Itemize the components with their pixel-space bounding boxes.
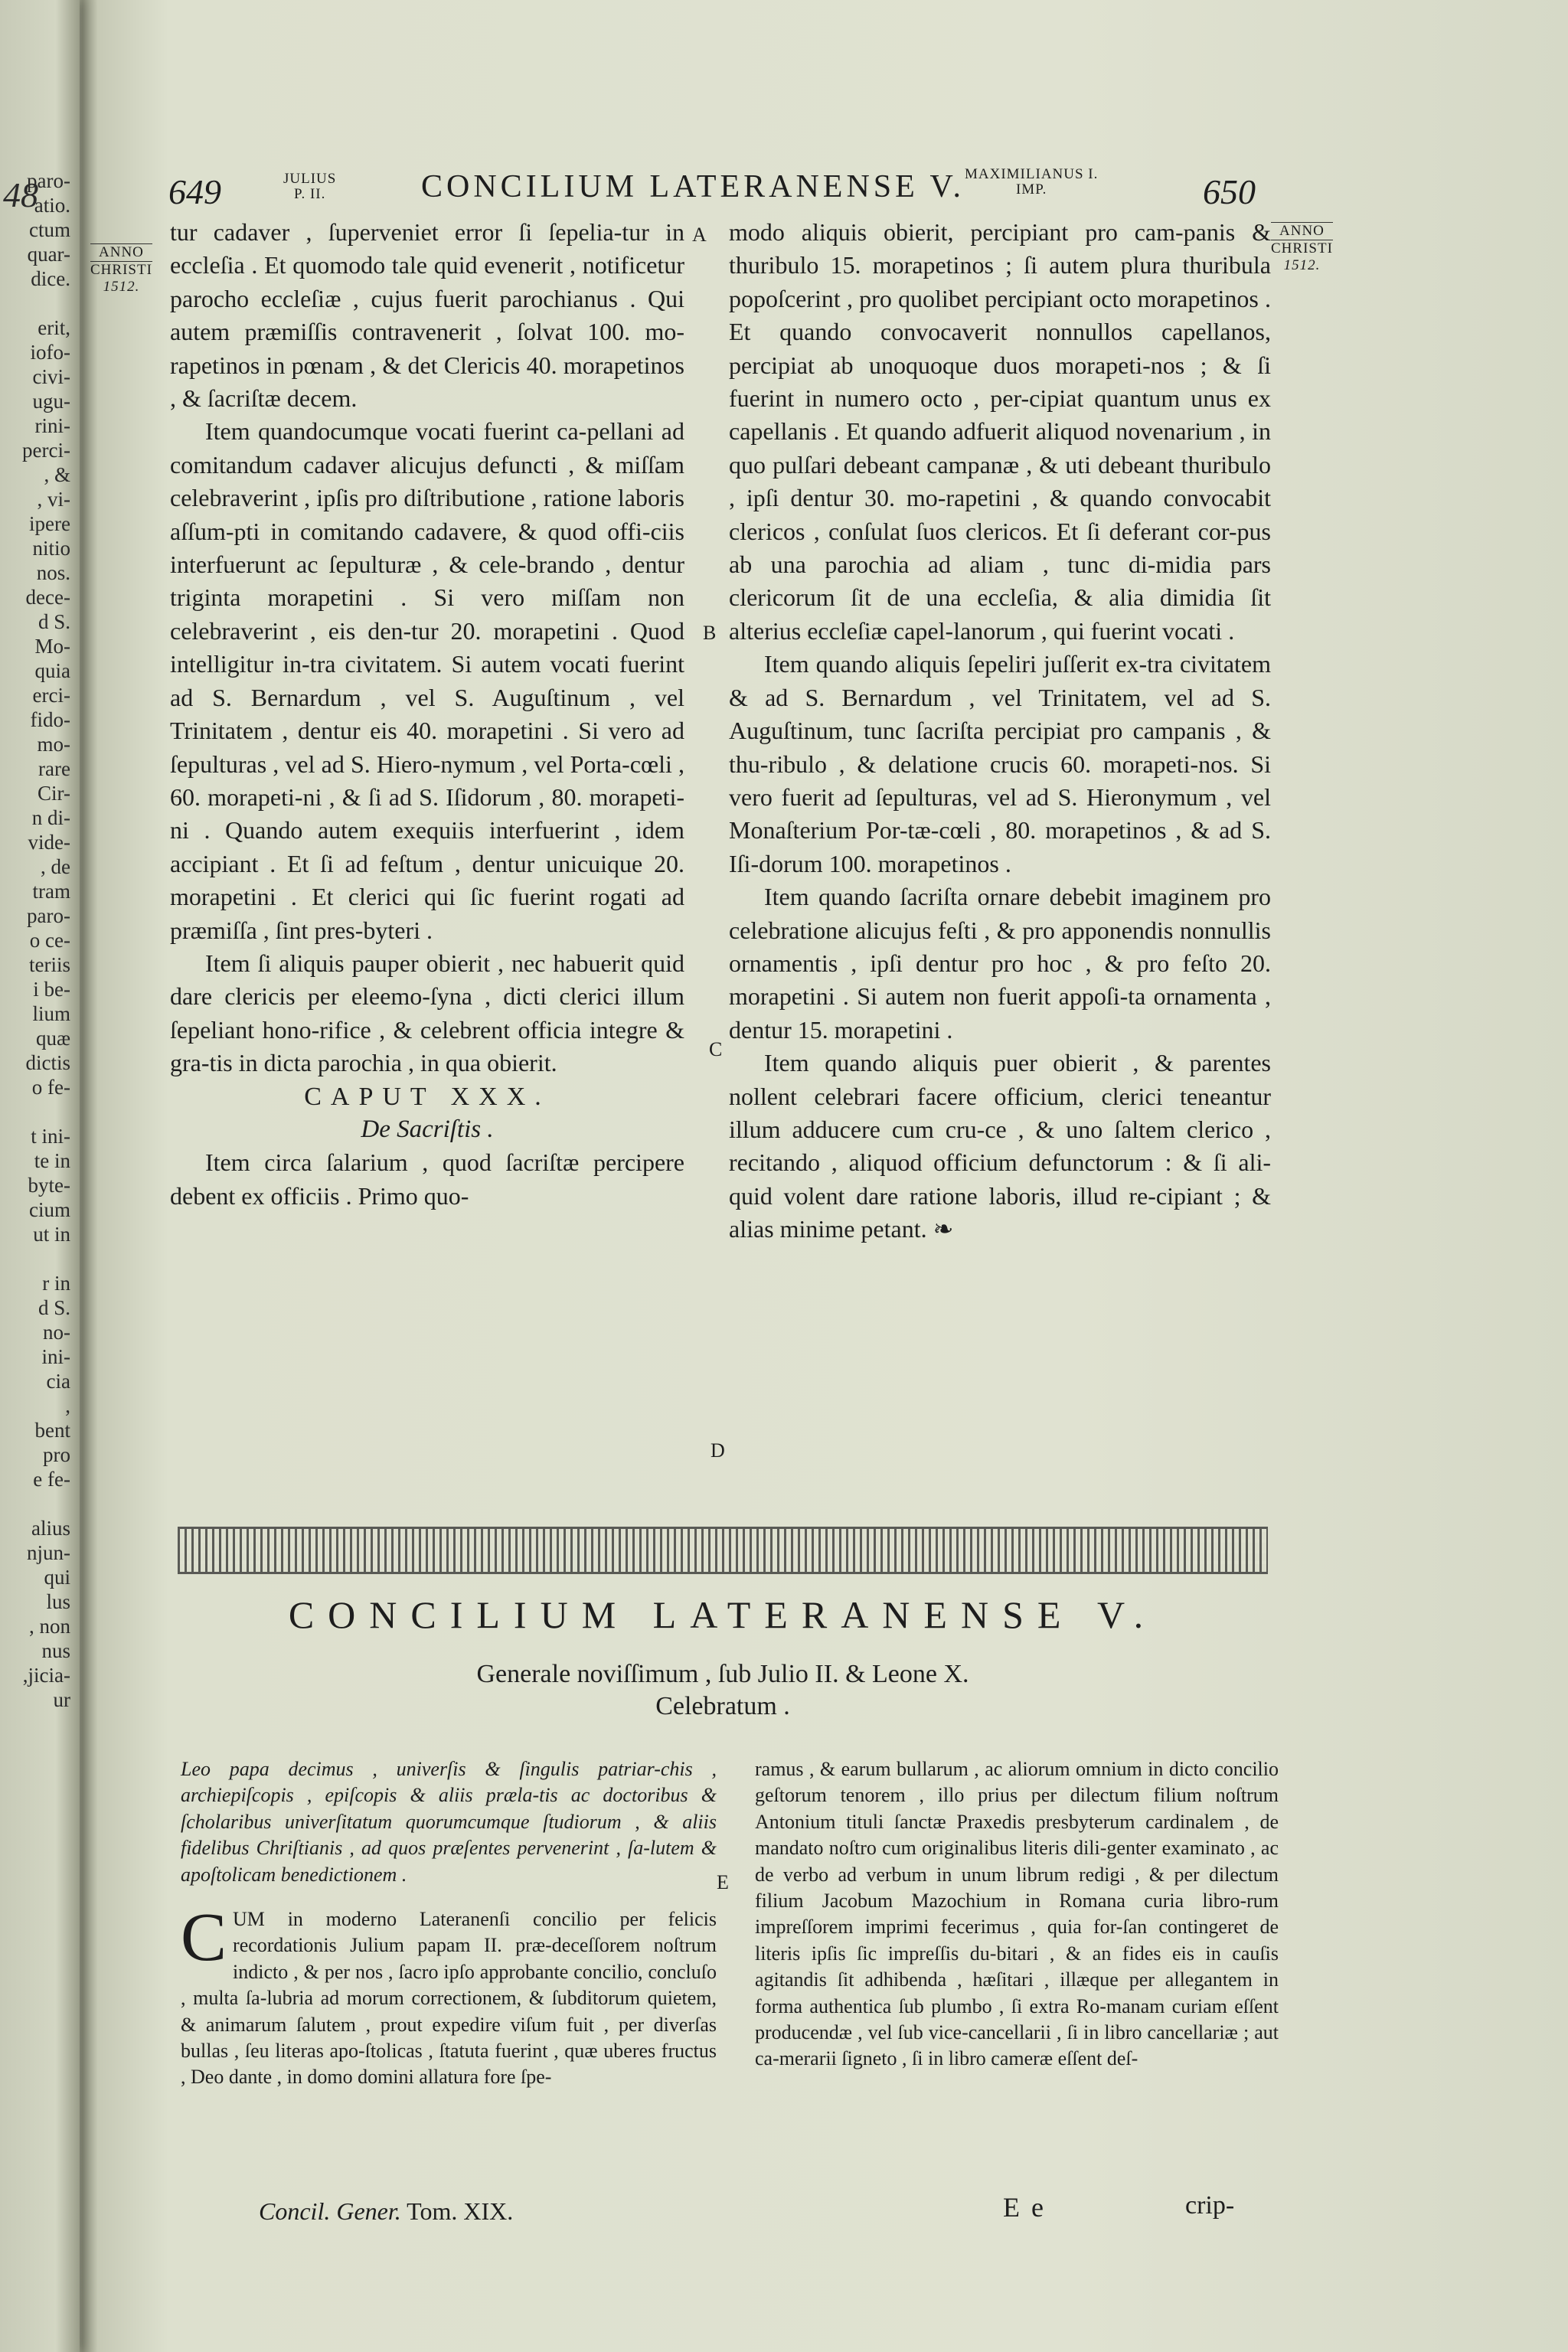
previous-page-line: erit, bbox=[38, 316, 70, 339]
margin-letter-a: A bbox=[692, 224, 707, 246]
previous-page-line: o ce- bbox=[29, 929, 70, 952]
previous-page-line: paro- bbox=[27, 904, 70, 927]
anno-right-line-1: ANNO bbox=[1271, 222, 1333, 240]
bull-left-column bbox=[181, 1756, 717, 2091]
previous-page-line bbox=[5, 1099, 70, 1124]
previous-page-line: n di- bbox=[31, 806, 70, 829]
bull-salutation: Leo papa decimus , univerſis & ſingulis patriar-chis , archiepiſcopis , epiſcopis & aliis præla-tis ac doctoribus & ſcholaribus univerſitatum quorumcumque ſtudiorum , & aliis fidelibus Chriſtianis , ad quos præſentes pervenerint , ſa-lutem & apoſtolicam benedictionem . bbox=[181, 1758, 717, 1886]
left-paragraph-3: Item ſi aliquis pauper obierit , nec habuerit quid dare clericis per eleemo-ſyna , dicti clerici illum ſepeliant hono-rifice , & celebrent officia integre & gra-tis in dicta parochia , in qua obierit. bbox=[170, 949, 684, 1077]
header-right-label bbox=[965, 167, 1098, 198]
previous-page-line: lium bbox=[32, 1002, 70, 1025]
anno-left-line-2: CHRISTI bbox=[90, 262, 152, 278]
margin-letter-c: C bbox=[709, 1038, 723, 1060]
previous-page-line: qui bbox=[44, 1566, 70, 1589]
previous-page-line: ,jicia- bbox=[22, 1664, 70, 1687]
previous-page-line: , non bbox=[29, 1615, 70, 1638]
anno-right-line-3: 1512. bbox=[1283, 257, 1321, 273]
previous-page-margin-text bbox=[5, 168, 70, 1712]
previous-page-line: civi- bbox=[32, 365, 70, 388]
previous-page-line: te in bbox=[34, 1149, 70, 1172]
right-paragraph-2: Item quando aliquis ſepeliri juſſerit ex-tra civitatem & ad S. Bernardum , vel Trinitatem, vel ad S. Auguſtinum, tunc ſacriſta percipiat pro campanis , & thu-ribulo , & delatione crucis 60. morapeti-nos. Si vero fuerit ad ſepulturas, vel ad S. Hieronymum , vel Monaſterium Por-tæ-cœli , 80. morapetinos , & ad S. Iſi-dorum 100. morapetinos . bbox=[729, 650, 1271, 877]
footer-volume bbox=[259, 2197, 513, 2226]
anno-right-line-2: CHRISTI bbox=[1271, 240, 1333, 256]
previous-page-line: alius bbox=[31, 1517, 70, 1540]
previous-page-line: fido- bbox=[30, 708, 70, 731]
previous-page-line: cium bbox=[29, 1198, 70, 1221]
margin-letter-e: E bbox=[717, 1871, 729, 1893]
previous-page-line: d S. bbox=[38, 610, 70, 633]
previous-page-line: nos. bbox=[36, 561, 70, 584]
previous-page-line: tram bbox=[32, 880, 70, 903]
right-paragraph-3: Item quando ſacriſta ornare debebit imaginem pro celebratione alicujus feſti , & pro apponendis nonnullis ornamentis , ipſi dentur pro hoc , & pro feſto 20. morapetini . Si autem non fuerit appoſi-ta ornamenta , dentur 15. morapetini . bbox=[729, 883, 1271, 1044]
bull-right-text: ramus , & earum bullarum , ac aliorum omnium in dicto concilio geſtorum tenorem , illo prius per dilectum filium noſtrum Antonium tituli ſanctæ Praxedis presbyterum cardinalem , de mandato noſtro cum originalibus literis dili-genter examinato , ac de verbo ad verbum in unum librum redigi , & per dilectum filium Jacobum Mazochium in Romana curia libro-rum impreſſorem imprimi fecerimus , quia for-ſan contingeret de literis ipſis ſic impreſſis du-bitari , & an fides eis in cauſis agitandis ſit adhibenda , hæſitari , illæque per allegantem in forma authentica ſub plumbo , ſi extra Ro-manam curiam eſſent producendæ , vel ſub vice-cancellarii , ſi in libro cancellariæ ; aut ca-merarii ſigneto , ſi in libro cameræ eſſent deſ- bbox=[755, 1758, 1279, 2070]
left-paragraph-2: Item quandocumque vocati fuerint ca-pellani ad comitandum cadaver alicujus defuncti , & miſſam celebraverint , ipſis pro diſtributione , ratione laboris aſſum-pti in comitando cadavere, & quod offi-ciis interfuerunt ac ſepulturæ , & cele-brando , dentur triginta morapetini . Si vero miſſam non celebraverint , eis den-tur 20. morapetini . Quod intelligitur in-tra civitatem. Si autem vocati fuerint ad S. Bernardum , vel S. Auguſtinum , vel Trinitatem , dentur eis 40. morapetini . Si vero ad ſepulturas , vel ad S. Hiero-nymum , vel Porta-cœli , 60. morapeti-ni , & ſi ad S. Iſidorum , 80. morapeti-ni . Quando autem exequiis interfuerint , idem accipiant . Et ſi ad feſtum , dentur unicuique 20. morapetini . Et clerici qui ſic fuerint rogati ad præmiſſa , ſint pres-byteri . bbox=[170, 417, 684, 944]
previous-page-line: mo- bbox=[37, 733, 70, 756]
previous-page-line: quæ bbox=[35, 1027, 70, 1050]
previous-page-line: nus bbox=[41, 1639, 70, 1662]
anno-christi-left bbox=[90, 243, 152, 296]
section-subtitle-line-1: Generale noviſſimum , ſub Julio II. & Leone X. bbox=[476, 1660, 969, 1688]
header-left-line-2: P. II. bbox=[293, 186, 326, 202]
previous-page-line: vide- bbox=[28, 831, 70, 854]
previous-page-line: i be- bbox=[33, 978, 70, 1001]
previous-page-line: atio. bbox=[34, 194, 70, 217]
previous-page-line: byte- bbox=[28, 1174, 70, 1197]
previous-page-line: ugu- bbox=[32, 390, 70, 413]
right-paragraph-1: modo aliquis obierit, percipiant pro cam-panis & thuribulo 15. morapetinos ; ſi autem plura thuribula popoſcerint , pro quolibet percipiant octo morapetinos . Et quando convocaverit nonnullos capellanos, percipiat ab unoquoque duos morapeti-nos ; & ſi fuerint in numero octo , per-cipiat quantum unus ex capellanis . Et quando adfuerit aliquod novenarium , in quo pulſari debeant campanæ , & uti debeant thuribulo , ipſi dentur 30. mo-rapetini , & quando convocabit clericos , conſulat ſuos clericos. Et ſi deferant cor-pus ab una parochia ad aliam , tunc di-midia pars clericorum ſit de una eccleſia, & alia dimidia ſit alterius eccleſiæ capel-lanorum , qui fuerint vocati . bbox=[729, 218, 1271, 645]
previous-page-line: paro- bbox=[27, 169, 70, 192]
previous-page-line: rini- bbox=[34, 414, 70, 437]
running-header bbox=[168, 162, 1256, 211]
previous-page-line: t ini- bbox=[31, 1125, 70, 1148]
previous-page-line: Cir- bbox=[38, 782, 70, 805]
chapter-heading: CAPUT XXX. bbox=[304, 1082, 550, 1111]
section-subtitle-line-2: Celebratum . bbox=[655, 1692, 790, 1720]
previous-page-line: iofo- bbox=[30, 341, 70, 364]
previous-page-line: e fe- bbox=[33, 1468, 70, 1491]
section-title: CONCILIUM LATERANENSE V. bbox=[288, 1593, 1158, 1636]
previous-page-line: r in bbox=[42, 1272, 70, 1295]
previous-page-line: bent bbox=[34, 1419, 70, 1442]
previous-page-line: o fe- bbox=[31, 1076, 70, 1099]
previous-page-line: quia bbox=[34, 659, 70, 682]
bull-right-column bbox=[755, 1756, 1279, 2073]
previous-page-line: pro bbox=[43, 1443, 70, 1466]
previous-page-line: quar- bbox=[27, 243, 70, 266]
previous-page-line: dece- bbox=[25, 586, 70, 609]
previous-page-line: nitio bbox=[32, 537, 70, 560]
page-number-left: 649 bbox=[168, 172, 221, 211]
previous-page-line: Mo- bbox=[34, 635, 70, 658]
footer-volume-tom: Tom. XIX. bbox=[407, 2197, 514, 2225]
header-left-line-1: JULIUS bbox=[283, 171, 337, 187]
previous-page-line: , & bbox=[44, 463, 70, 486]
drop-cap-letter: C bbox=[181, 1900, 227, 1976]
previous-page-line: rare bbox=[38, 757, 70, 780]
previous-page-line: lus bbox=[46, 1590, 70, 1613]
section-subtitle bbox=[178, 1658, 1268, 1723]
anno-left-line-3: 1512. bbox=[103, 279, 140, 295]
previous-page-edge bbox=[0, 0, 80, 2352]
header-right-line-1: MAXIMILIANUS I. bbox=[965, 166, 1099, 182]
previous-page-line bbox=[5, 1246, 70, 1271]
previous-page-line bbox=[5, 1491, 70, 1516]
previous-page-line: , bbox=[65, 1394, 70, 1417]
right-column bbox=[729, 216, 1271, 1246]
anno-christi-right bbox=[1271, 222, 1333, 274]
previous-page-number: 48 bbox=[3, 175, 38, 214]
page-number-right: 650 bbox=[1203, 172, 1256, 211]
anno-left-line-1: ANNO bbox=[90, 243, 152, 262]
header-right-line-2: IMP. bbox=[1015, 181, 1047, 198]
chapter-subheading: De Sacriſtis . bbox=[361, 1115, 494, 1143]
previous-page-line: ini- bbox=[41, 1345, 70, 1368]
previous-page-line: dictis bbox=[25, 1051, 70, 1074]
previous-page-line: njun- bbox=[27, 1541, 70, 1564]
previous-page-line: ipere bbox=[29, 512, 70, 535]
previous-page-line: dice. bbox=[31, 267, 70, 290]
margin-letter-d: D bbox=[710, 1439, 725, 1462]
previous-page-line: ctum bbox=[29, 218, 70, 241]
previous-page-line: cia bbox=[46, 1370, 70, 1393]
left-column bbox=[170, 216, 684, 1213]
previous-page-line: perci- bbox=[22, 439, 70, 462]
footer-volume-italic: Concil. Gener. bbox=[259, 2197, 401, 2225]
margin-letter-b: B bbox=[703, 622, 717, 644]
previous-page-line bbox=[5, 291, 70, 315]
right-paragraph-4: Item quando aliquis puer obierit , & parentes nollent celebrari facere officium, clerici teneantur illum adducere cum cru-ce , & uno ſaltem clerico , recitando , aliquod officium defunctorum : & ſi ali-quid volent dare ratione laboris, illud re-cipiant ; & alias minime petant. ❧ bbox=[729, 1049, 1271, 1243]
left-paragraph-1: tur cadaver , ſuperveniet error ſi ſepelia-tur in eccleſia . Et quomodo tale quid evenerit , notificetur parocho eccleſiæ , cujus fuerit parochianus . Qui autem præmiſſis contravenerit , ſolvat 100. mo-rapetinos in pœnam , & det Clericis 40. morapetinos , & ſacriſtæ decem. bbox=[170, 218, 684, 413]
running-title: CONCILIUM LATERANENSE V. bbox=[421, 169, 965, 204]
previous-page-line: no- bbox=[43, 1321, 70, 1344]
previous-page-line: ut in bbox=[33, 1223, 70, 1246]
catchword: crip- bbox=[1185, 2191, 1235, 2220]
previous-page-line: ur bbox=[53, 1688, 70, 1711]
previous-page-line: d S. bbox=[38, 1296, 70, 1319]
header-left-label bbox=[283, 172, 336, 202]
bull-left-body: UM in moderno Lateranenſi concilio per felicis recordationis Julium papam II. præ-deceſſorem noſtrum indicto , & per nos , ſacro ipſo approbante concilio, concluſo , multa ſa-lubria ad morum correctionem, & ſubditorum quietem, & animarum ſalutem , prout expedire viſum fuit , per diverſas bullas , ſeu literas apo-ſtolicas , ſtatuta fuerint , quæ uberes fructus , Deo dante , in domo domini allatura fore ſpe- bbox=[181, 1908, 717, 2089]
ornamental-band bbox=[178, 1527, 1268, 1574]
previous-page-line: erci- bbox=[32, 684, 70, 707]
previous-page-line: , vi- bbox=[37, 488, 70, 511]
left-paragraph-4: Item circa ſalarium , quod ſacriſtæ percipere debent ex officiis . Primo quo- bbox=[170, 1148, 684, 1210]
previous-page-line: teriis bbox=[29, 953, 70, 976]
bull-left-text bbox=[181, 1900, 717, 2091]
previous-page-line: , de bbox=[41, 855, 70, 878]
signature-mark: E e bbox=[1003, 2192, 1046, 2223]
